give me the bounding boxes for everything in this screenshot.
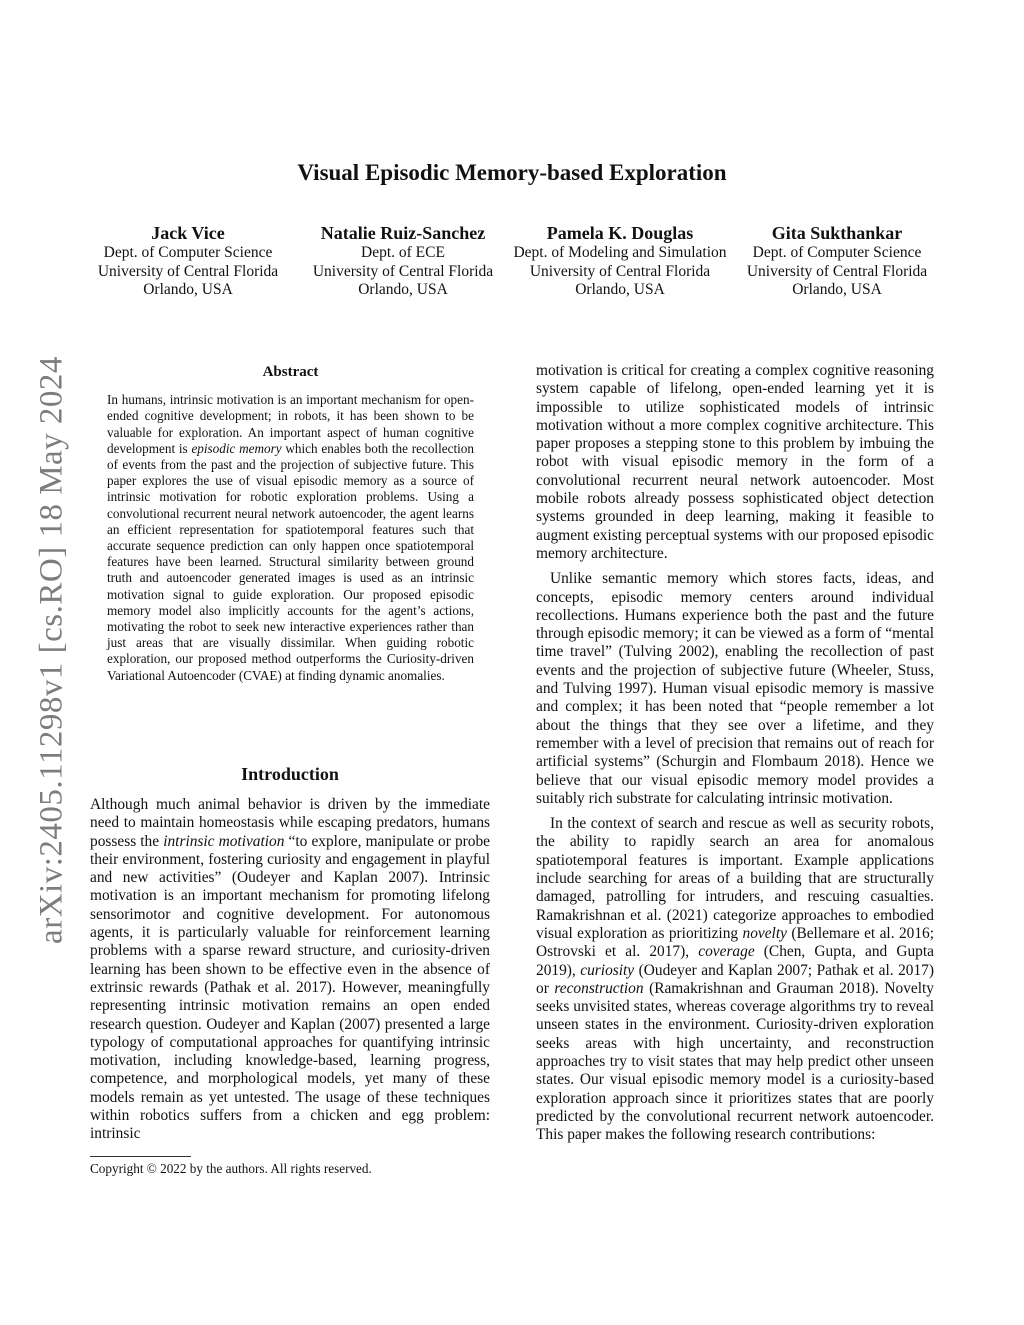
author-3 xyxy=(500,222,740,300)
right-column-body xyxy=(536,362,934,1144)
author-dept: Dept. of ECE xyxy=(361,244,445,261)
author-name: Gita Sukthankar xyxy=(771,223,903,243)
intro-paragraph: Although much animal behavior is driven by the immediate need to maintain homeostasis while escaping predators, humans possess the intrinsic motivation “to explore, manipulate or probe their environment, fostering curiosity and engagement in playful and new activities” (Oudeyer and Kaplan 2007). Intrinsic motivation is an important mechanism for promoting lifelong sensorimotor and cognitive development. For autonomous agents, it is particularly valuable for reinforcement learning problems with a sparse reward structure, and curiosity-driven learning has been shown to be effective even in the absence of extrinsic rewards (Pathak et al. 2017). However, meaningfully representing intrinsic motivation remains an open ended research question. Oudeyer and Kaplan (2007) presented a large typology of computational approaches for quantifying intrinsic motivation, including knowledge-based, learning progress, competence, and morphological models, yet many of these models remain as yet untested. The usage of these techniques within robotics suffers from a chicken and egg problem: intrinsic xyxy=(90,796,491,1143)
abstract-section xyxy=(107,364,474,684)
arxiv-identifier: arXiv:2405.11298v1 [cs.RO] 18 May 2024 xyxy=(33,356,70,944)
paragraph-1: motivation is critical for creating a complex cognitive reasoning system capable of lifelong, open-ended learning yet it is impossible to utilize sophisticated models of intrinsic motivation without a more complex cognitive architecture. This paper proposes a stepping stone to this problem by imbuing the robot with visual episodic memory in the form of a convolutional recurrent neural network autoencoder. Most mobile robots already possess sophisticated object detection systems grounded in deep learning, making it feasible to augment existing perceptual systems with our proposed episodic memory architecture. xyxy=(536,362,934,562)
author-1 xyxy=(68,222,308,300)
author-university: University of Central Florida xyxy=(529,262,711,280)
author-location: Orlando, USA xyxy=(575,281,665,298)
author-dept: Dept. of Computer Science xyxy=(103,244,273,261)
author-location: Orlando, USA xyxy=(792,281,882,298)
author-name: Pamela K. Douglas xyxy=(546,223,694,243)
paragraph-2: Unlike semantic memory which stores facts, ideas, and concepts, episodic memory centers around individual recollections. Humans experience both the past and the future through episodic memory; it can be viewed as a form of “mental time travel” (Tulving 2002), enabling the recollection of past events and the projection of subjective future (Wheeler, Stuss, and Tulving 1997). Human visual episodic memory is massive and complex; it has been noted that “people remember a lot about the things that they see over a lifetime, and they remember with a level of precision that remains out of reach for artificial systems” (Schurgin and Flombaum 2018). Hence we believe that our visual episodic memory model provides a suitably rich substrate for calculating intrinsic motivation. xyxy=(536,570,934,807)
author-university: University of Central Florida xyxy=(312,262,494,280)
author-university: University of Central Florida xyxy=(97,262,279,280)
introduction-heading: Introduction xyxy=(241,764,339,784)
author-dept: Dept. of Computer Science xyxy=(752,244,922,261)
left-column-body xyxy=(90,796,490,1144)
footnote-rule xyxy=(90,1156,191,1157)
author-name: Natalie Ruiz-Sanchez xyxy=(320,223,486,243)
author-dept: Dept. of Modeling and Simulation xyxy=(513,244,727,261)
author-location: Orlando, USA xyxy=(358,281,448,298)
paragraph-3: In the context of search and rescue as well as security robots, the ability to rapidly search an area for anomalous spatiotemporal features is important. Example applications include searching for areas of a building that are structurally damaged, patrolling for intruders, and rescuing casualties. Ramakrishnan et al. (2021) categorize approaches to embodied visual exploration as prioritizing novelty (Bellemare et al. 2016; Ostrovski et al. 2017), coverage (Chen, Gupta, and Gupta 2019), curiosity (Oudeyer and Kaplan 2007; Pathak et al. 2017) or reconstruction (Ramakrishnan and Grauman 2018). Novelty seeks unvisited states, whereas coverage algorithms try to reveal unseen states in the environment. Curiosity-driven exploration seeks areas with high uncertainty, and reconstruction approaches try to visit states that may help predict other unseen states. Our visual episodic memory model is a curiosity-based exploration approach since it prioritizes states that are poorly predicted by the convolutional recurrent network autoencoder. This paper makes the following research contributions: xyxy=(536,815,934,1144)
copyright-footnote: Copyright © 2022 by the authors. All rights reserved. xyxy=(90,1161,372,1176)
abstract-heading: Abstract xyxy=(262,364,319,380)
paper-title: Visual Episodic Memory-based Exploration xyxy=(297,160,727,185)
author-location: Orlando, USA xyxy=(143,281,233,298)
author-university: University of Central Florida xyxy=(746,262,928,280)
abstract-text: In humans, intrinsic motivation is an important mechanism for open-ended cognitive development; in robots, it has been shown to be valuable for exploration. An important aspect of human cognitive development is episodic memory which enables both the recollection of events from the past and the projection of subjective future. This paper explores the use of visual episodic memory as a source of intrinsic motivation for robotic exploration problems. Using a convolutional recurrent neural network autoencoder, the agent learns an efficient representation for spatiotemporal features such that accurate sequence prediction can only happen once spatiotemporal features have been learned. Structural similarity between ground truth and autoencoder generated images is used as an intrinsic motivation signal to guide exploration. Our proposed episodic memory model also implicitly accounts for the agent’s actions, motivating the robot to seek new interactive experiences rather than just areas that are visually dissimilar. When guiding robotic exploration, our proposed method outperforms the Curiosity-driven Variational Autoencoder (CVAE) at finding dynamic anomalies. xyxy=(107,392,474,683)
author-4 xyxy=(717,222,957,300)
author-name: Jack Vice xyxy=(151,223,225,243)
author-2 xyxy=(283,222,523,300)
